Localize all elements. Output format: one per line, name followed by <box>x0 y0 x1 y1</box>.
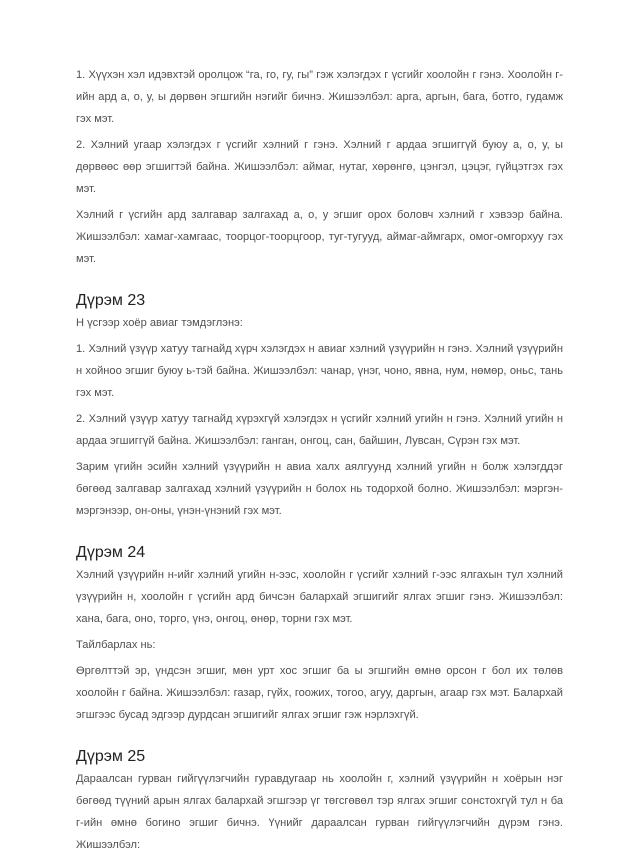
rule-23-paragraph-2: 2. Хэлний үзүүр хатуу тагнайд хүрэхгүй хэлэгдэх н үсгийг хэлний угийн н гэнэ. Хэлний угийн н ардаа эгшиггүй байна. Жишээлбэл: ганган, онгоц, сан, байшин, Лувсан, Сүрэн гэх мэт. <box>76 413 563 447</box>
document-page <box>76 64 563 856</box>
rule-24-paragraph-1: Хэлний үзүүрийн н-ийг хэлний угийн н-ээс, хоолойн г үсгийг хэлний г-ээс ялгахын тул хэлний үзүүрийн н, хоолойн г үсгийн ард бичсэн балархай эгшигийг ялгах эгшиг гэнэ. Жишээлбэл: хана, бага, оно, торго, үнэ, онгоц, өнөр, торни гэх мэт. <box>76 569 563 625</box>
rule-23-subtitle: Н үсгээр хоёр авиаг тэмдэглэнэ: <box>76 317 243 329</box>
intro-paragraph-1: 1. Хүүхэн хэл идэвхтэй оролцож “га, го, гу, гы” гэж хэлэгдэх г үсгийг хоолойн г гэнэ. Хоолойн г-ийн ард а, о, у, ы дөрвөн эгшгийн нэгийг бичнэ. Жишээлбэл: арга, аргын, бага, ботго, гудамж гэх мэт. <box>76 69 563 125</box>
rule-25-paragraph-1: Дараалсан гурван гийгүүлэгчийн гуравдугаар нь хоолойн г, хэлний үзүүрийн н хоёрын нэг бөгөөд түүний арын ялгах балархай эгшгээр үг төгсгөвөл тэр ялгах эгшиг сонстохгүй тул н ба г-ийн өмнө богино эгшиг бичнэ. Үүнийг дараалсан гурван гийгүүлэгчийн дүрэм гэнэ. Жишээлбэл: <box>76 773 563 851</box>
rule-23-paragraph-3: Зарим үгийн эсийн хэлний үзүүрийн н авиа халх аялгуунд хэлний угийн н болж хэлэгддэг бөгөөд залгавар залгахад хэлний үзүүрийн н болох нь тодорхой болно. Жишээлбэл: мэргэн-мэргэнээр, он-оны, үнэн-үнэний гэх мэт. <box>76 461 563 517</box>
intro-paragraph-3: Хэлний г үсгийн ард залгавар залгахад а, о, у эгшиг орох боловч хэлний г хэвээр байна. Жишээлбэл: хамаг-хамгаас, тоорцог-тоорцгоор, туг-тугууд, аймаг-аймгарх, омог-омгорхуу гэх мэт. <box>76 209 563 265</box>
rule-23-heading: Дүрэм 23 <box>76 292 146 309</box>
rule-24-paragraph-3: Өргөлттэй эр, үндсэн эгшиг, мөн урт хос эгшиг ба ы эгшгийн өмнө орсон г бол их төлөв хоолойн г байна. Жишээлбэл: газар, гүйх, гоожих, тогоо, агуу, даргын, агаар гэх мэт. Балархай эгшгээс бусад эдгээр дурдсан эгшигийг ялгах эгшиг гэж нэрлэхгүй. <box>76 665 563 721</box>
rule-24-paragraph-2: Тайлбарлах нь: <box>76 639 156 651</box>
rule-23-paragraph-1: 1. Хэлний үзүүр хатуу тагнайд хүрч хэлэгдэх н авиаг хэлний үзүүрийн н гэнэ. Хэлний үзүүрийн н хойноо эгшиг буюу ь-тэй байна. Жишээлбэл: чанар, үнэг, чоно, явна, нум, нөмөр, оньс, тань гэх мэт. <box>76 343 563 399</box>
intro-paragraph-2: 2. Хэлний угаар хэлэгдэх г үсгийг хэлний г гэнэ. Хэлний г ардаа эгшиггүй буюу а, о, у, ы дөрвөөс өөр эгшигтэй байна. Жишээлбэл: аймаг, нутаг, хөрөнгө, цэнгэл, цэцэг, гүйцэтгэх гэх мэт. <box>76 139 563 195</box>
rule-24-heading: Дүрэм 24 <box>76 544 146 561</box>
rule-25-heading: Дүрэм 25 <box>76 748 146 765</box>
